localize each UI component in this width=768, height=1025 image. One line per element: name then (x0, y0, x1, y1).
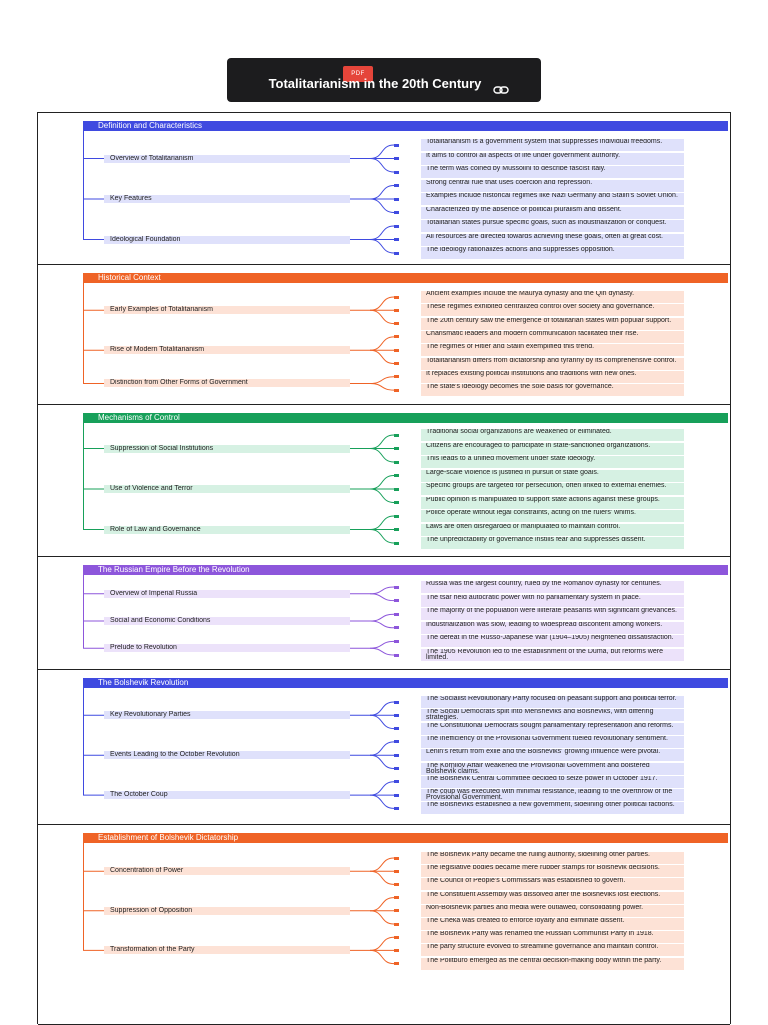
leaf-connector (370, 898, 394, 911)
header-banner (227, 58, 541, 102)
leaf-marker (394, 335, 399, 338)
leaf-connector (370, 337, 394, 350)
section-2 (38, 265, 730, 405)
leaf-node[interactable]: The Bolshevik Party was renamed the Russian Communist Party in 1918. (421, 931, 684, 943)
leaf-connector (370, 641, 394, 648)
branch-node[interactable]: Events Leading to the October Revolution (104, 751, 350, 759)
leaf-node[interactable]: The Bolshevik Central Committee decided to seize power in October 1917. (421, 776, 684, 788)
leaf-node[interactable]: The Social Democrats split into Mensheviks and Bolsheviks, with differing strategies. (421, 709, 684, 721)
branch-node[interactable]: Social and Economic Conditions (104, 617, 350, 625)
branch-node[interactable]: Key Revolutionary Parties (104, 711, 350, 719)
leaf-connector (370, 240, 394, 254)
leaf-marker (394, 144, 399, 147)
leaf-connector (370, 702, 394, 715)
leaf-node[interactable]: The ideology rationalizes actions and suppresses opposition. (421, 247, 684, 259)
branch-node[interactable]: Prelude to Revolution (104, 644, 350, 652)
leaf-marker (394, 542, 399, 545)
leaf-connector (370, 950, 394, 963)
leaf-node[interactable]: The unpredictability of governance instills fear and suppresses dissent. (421, 537, 684, 549)
section-6 (38, 825, 730, 1025)
leaf-node[interactable]: This leads to a unified movement under state ideology. (421, 456, 684, 468)
leaf-connector (370, 226, 394, 240)
leaf-node[interactable]: The Bolsheviks established a new government, sidelining other political factions. (421, 802, 684, 814)
section-1 (38, 113, 730, 265)
leaf-marker (394, 474, 399, 477)
leaf-marker (394, 949, 399, 952)
branch-node[interactable]: Ideological Foundation (104, 236, 350, 244)
leaf-marker (394, 780, 399, 783)
leaf-node[interactable]: Laws are often disregarded or manipulated to maintain control. (421, 524, 684, 536)
leaf-node[interactable]: The Kornilov Affair weakened the Provisional Government and bolstered Bolshevik claims. (421, 763, 684, 775)
branch-node[interactable]: Suppression of Opposition (104, 907, 350, 915)
leaf-node[interactable]: The party structure evolved to streamline governance and maintain control. (421, 944, 684, 956)
leaf-marker (394, 870, 399, 873)
leaf-node[interactable]: The legislative bodies became mere rubber stamps for Bolshevik decisions. (421, 865, 684, 877)
leaf-connector (370, 449, 394, 463)
leaf-node[interactable]: The Socialist Revolutionary Party focused on peasant support and political terror. (421, 696, 684, 708)
leaf-marker (394, 586, 399, 589)
leaf-marker (394, 754, 399, 757)
leaf-node[interactable]: Public opinion is manipulated to support state actions against these groups. (421, 497, 684, 509)
leaf-marker (394, 727, 399, 730)
leaf-marker (394, 349, 399, 352)
leaf-connector (370, 871, 394, 884)
leaf-marker (394, 909, 399, 912)
leaf-node[interactable]: It aims to control all aspects of life under government authority. (421, 153, 684, 165)
leaf-marker (394, 447, 399, 450)
leaf-node[interactable]: The term was coined by Mussolini to describe fascist Italy. (421, 166, 684, 178)
leaf-marker (394, 198, 399, 201)
leaf-marker (394, 238, 399, 241)
leaf-node[interactable]: Examples include historical regimes like Nazi Germany and Stalin's Soviet Union. (421, 193, 684, 205)
section-spine (83, 565, 84, 648)
branch-node[interactable]: The October Coup (104, 791, 350, 799)
leaf-connector (370, 159, 394, 173)
leaf-node[interactable]: Charismatic leaders and modern communication facilitated their rise. (421, 331, 684, 343)
leaf-connector (370, 199, 394, 213)
leaf-marker (394, 225, 399, 228)
branch-node[interactable]: Use of Violence and Terror (104, 485, 350, 493)
leaf-node[interactable]: Characterized by the absence of political pluralism and dissent. (421, 207, 684, 219)
leaf-marker (394, 923, 399, 926)
leaf-connector (370, 145, 394, 159)
leaf-node[interactable]: These regimes exhibited centralized control over society and governance. (421, 304, 684, 316)
leaf-node[interactable]: The Cheka was created to enforce loyalty and eliminate dissent. (421, 918, 684, 930)
section-spine (83, 833, 84, 950)
leaf-node[interactable]: Industrialization was slow, leading to widespread discontent among workers. (421, 622, 684, 634)
leaf-marker (394, 701, 399, 704)
branch-node[interactable]: Rise of Modern Totalitarianism (104, 346, 350, 354)
leaf-connector (370, 715, 394, 728)
branch-node[interactable]: Key Features (104, 195, 350, 203)
leaf-marker (394, 309, 399, 312)
leaf-node[interactable]: Russia was the largest country, ruled by the Romanov dynasty for centuries. (421, 581, 684, 593)
leaf-node[interactable]: The Council of People's Commissars was established to govern. (421, 878, 684, 890)
link-icon[interactable] (493, 85, 509, 95)
branch-node[interactable]: Suppression of Social Institutions (104, 445, 350, 453)
branch-node[interactable]: Role of Law and Governance (104, 526, 350, 534)
leaf-marker (394, 322, 399, 325)
leaf-node[interactable]: Police operate without legal constraints, acting on the rulers' whims. (421, 510, 684, 522)
leaf-marker (394, 599, 399, 602)
section-title: The Russian Empire Before the Revolution (83, 565, 728, 575)
leaf-node[interactable]: Non-Bolshevik parties and media were outlawed, consolidating power. (421, 905, 684, 917)
leaf-node[interactable]: The tsar held autocratic power with no parliamentary system in place. (421, 595, 684, 607)
section-3 (38, 405, 730, 557)
leaf-marker (394, 767, 399, 770)
leaf-marker (394, 375, 399, 378)
section-title: Establishment of Bolshevik Dictatorship (83, 833, 728, 843)
leaf-connector (370, 782, 394, 795)
section-title: Historical Context (83, 273, 728, 283)
leaf-connector (370, 530, 394, 544)
leaf-connector (370, 476, 394, 490)
section-title: The Bolshevik Revolution (83, 678, 728, 688)
branch-node[interactable]: Overview of Imperial Russia (104, 590, 350, 598)
leaf-marker (394, 896, 399, 899)
leaf-node[interactable]: Large-scale violence is justified in pursuit of state goals. (421, 470, 684, 482)
leaf-marker (394, 389, 399, 392)
leaf-marker (394, 640, 399, 643)
leaf-connector (370, 310, 394, 323)
leaf-connector (370, 755, 394, 768)
section-4 (38, 557, 730, 670)
leaf-marker (394, 184, 399, 187)
leaf-marker (394, 434, 399, 437)
leaf-marker (394, 857, 399, 860)
section-spine (83, 273, 84, 383)
leaf-node[interactable]: The 1905 Revolution led to the establishment of the Duma, but reforms were limited. (421, 649, 684, 661)
leaf-marker (394, 515, 399, 518)
leaf-marker (394, 296, 399, 299)
leaf-connector (370, 594, 394, 601)
mindmap-frame (37, 112, 731, 1024)
leaf-connector (370, 516, 394, 530)
leaf-marker (394, 883, 399, 886)
leaf-connector (370, 795, 394, 808)
leaf-connector (370, 489, 394, 503)
leaf-node[interactable]: The inefficiency of the Provisional Government fueled revolutionary sentiment. (421, 736, 684, 748)
leaf-node[interactable]: Totalitarianism differs from dictatorship and tyranny by its comprehensive control. (421, 358, 684, 370)
leaf-marker (394, 252, 399, 255)
leaf-marker (394, 211, 399, 214)
section-spine (83, 678, 84, 795)
leaf-node[interactable]: Citizens are encouraged to participate in state-sanctioned organizations. (421, 443, 684, 455)
leaf-node[interactable]: The coup was executed with minimal resistance, leading to the overthrow of the Provisional Government. (421, 789, 684, 801)
leaf-node[interactable]: Totalitarianism is a government system that suppresses individual freedoms. (421, 139, 684, 151)
section-title: Definition and Characteristics (83, 121, 728, 131)
leaf-node[interactable]: The 20th century saw the emergence of totalitarian states with popular support. (421, 318, 684, 330)
branch-node[interactable]: Transformation of the Party (104, 946, 350, 954)
section-spine (83, 121, 84, 240)
leaf-marker (394, 171, 399, 174)
section-5 (38, 670, 730, 825)
branch-node[interactable]: Overview of Totalitarianism (104, 155, 350, 163)
leaf-marker (394, 740, 399, 743)
section-spine (83, 413, 84, 530)
leaf-connector (370, 186, 394, 200)
leaf-marker (394, 461, 399, 464)
leaf-connector (370, 858, 394, 871)
leaf-node[interactable]: Lenin's return from exile and the Bolsheviks' growing influence were pivotal. (421, 749, 684, 761)
leaf-connector (370, 435, 394, 449)
leaf-connector (370, 377, 394, 384)
leaf-marker (394, 613, 399, 616)
leaf-marker (394, 501, 399, 504)
leaf-marker (394, 626, 399, 629)
leaf-node[interactable]: The state's ideology becomes the sole basis for governance. (421, 384, 684, 396)
leaf-node[interactable]: All resources are directed towards achieving these goals, often at great cost. (421, 234, 684, 246)
page-title: Totalitarianism in the 20th Century (268, 76, 482, 91)
leaf-marker (394, 362, 399, 365)
leaf-connector (370, 621, 394, 628)
leaf-connector (370, 383, 394, 390)
leaf-connector (370, 297, 394, 310)
leaf-marker (394, 807, 399, 810)
leaf-marker (394, 714, 399, 717)
branch-node[interactable]: Distinction from Other Forms of Government (104, 379, 350, 387)
leaf-marker (394, 962, 399, 965)
leaf-marker (394, 528, 399, 531)
leaf-marker (394, 157, 399, 160)
leaf-node[interactable]: The majority of the population were illiterate peasants with significant grievances. (421, 608, 684, 620)
section-title: Mechanisms of Control (83, 413, 728, 423)
leaf-node[interactable]: The defeat in the Russo-Japanese War (1904–1905) heightened dissatisfaction. (421, 635, 684, 647)
pdf-badge: PDF (343, 66, 373, 82)
leaf-node[interactable]: Totalitarian states pursue specific goals, such as industrialization or conquest. (421, 220, 684, 232)
leaf-node[interactable]: Strong central rule that uses coercion and repression. (421, 180, 684, 192)
leaf-connector (370, 742, 394, 755)
branch-node[interactable]: Concentration of Power (104, 867, 350, 875)
leaf-connector (370, 648, 394, 655)
leaf-marker (394, 794, 399, 797)
leaf-node[interactable]: Traditional social organizations are weakened or eliminated. (421, 429, 684, 441)
leaf-marker (394, 654, 399, 657)
leaf-node[interactable]: It replaces existing political institutions and traditions with new ones. (421, 371, 684, 383)
leaf-node[interactable]: Ancient examples include the Maurya dynasty and the Qin dynasty. (421, 291, 684, 303)
leaf-connector (370, 911, 394, 924)
leaf-marker (394, 936, 399, 939)
leaf-node[interactable]: The regimes of Hitler and Stalin exemplified this trend. (421, 344, 684, 356)
leaf-marker (394, 488, 399, 491)
leaf-connector (370, 587, 394, 594)
leaf-connector (370, 937, 394, 950)
leaf-connector (370, 350, 394, 363)
leaf-node[interactable]: The Bolshevik Party became the ruling authority, sidelining other parties. (421, 852, 684, 864)
leaf-node[interactable]: The Constituent Assembly was dissolved after the Bolsheviks lost elections. (421, 892, 684, 904)
branch-node[interactable]: Early Examples of Totalitarianism (104, 306, 350, 314)
leaf-node[interactable]: The Constitutional Democrats sought parliamentary representation and reforms. (421, 723, 684, 735)
leaf-connector (370, 614, 394, 621)
leaf-node[interactable]: The Politburo emerged as the central decision-making body within the party. (421, 958, 684, 970)
leaf-node[interactable]: Specific groups are targeted for persecution, often linked to external enemies. (421, 483, 684, 495)
